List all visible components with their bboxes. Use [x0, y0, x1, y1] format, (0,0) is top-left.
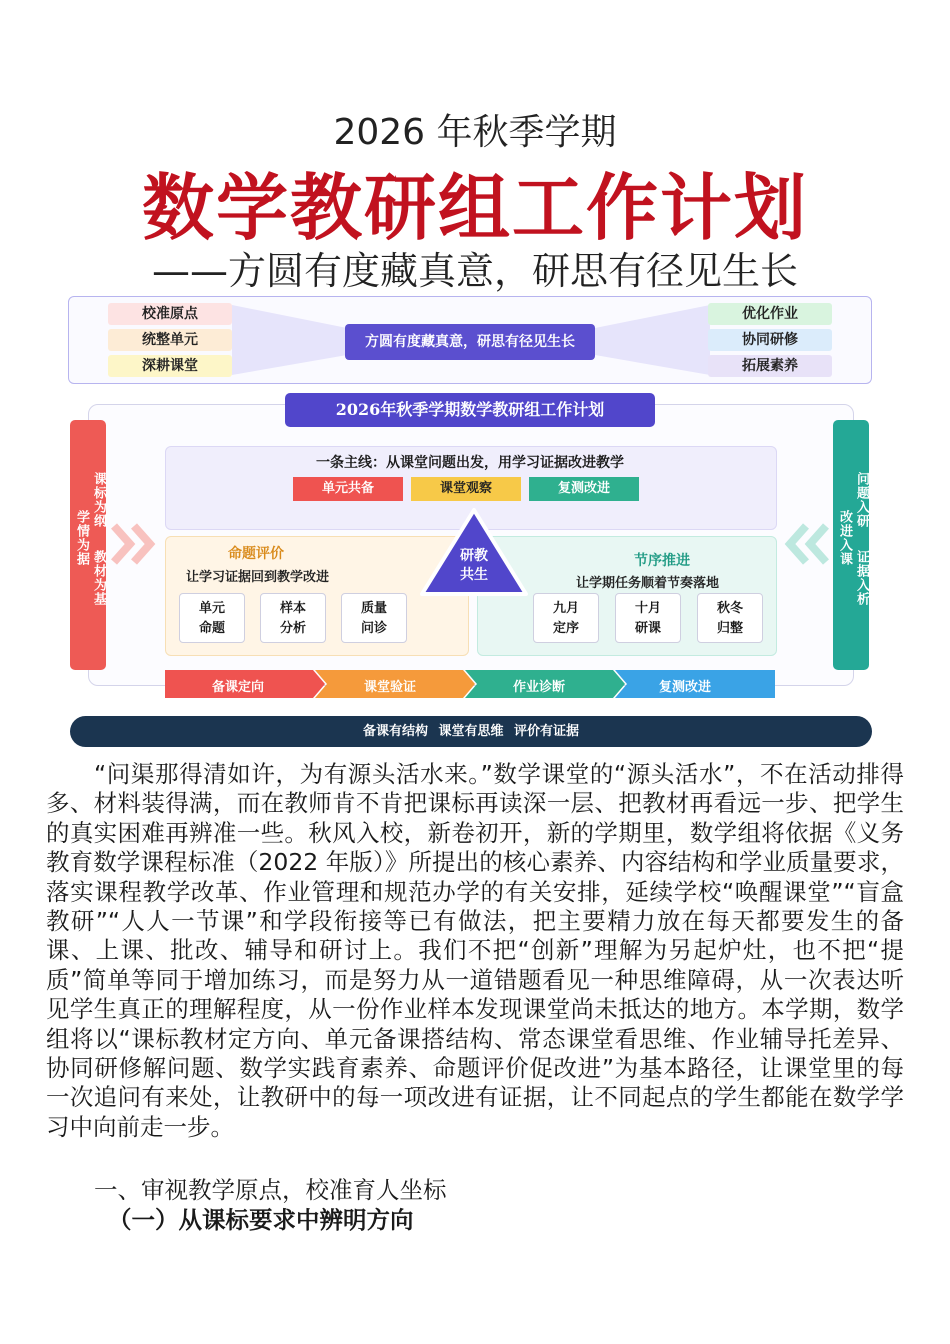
right-panel-card — [615, 593, 681, 643]
main-line-step: 单元共备 — [293, 477, 403, 501]
card-line: 单元 — [198, 601, 225, 616]
process-step-label: 复测改进 — [659, 680, 712, 695]
left-fan-shape — [232, 300, 347, 380]
right-panel-card — [533, 593, 599, 643]
card-line: 研课 — [634, 621, 661, 636]
left-bar-text: 教材为基 — [91, 550, 106, 606]
left-bar-text: 课标为纲 — [91, 472, 106, 528]
top-left-item: 深耕课堂 — [108, 355, 232, 377]
top-right-item: 协同研修 — [708, 329, 832, 351]
card-line: 秋冬 — [716, 601, 743, 616]
bottom-slogan-banner: 备课有结构 课堂有思维 评价有证据 — [70, 716, 872, 747]
process-step-label: 课堂验证 — [364, 680, 417, 695]
card-line: 样本 — [279, 601, 306, 616]
right-fan-shape — [595, 300, 710, 380]
top-left-item: 统整单元 — [108, 329, 232, 351]
right-bar-text: 改进入课 — [837, 510, 852, 566]
body-paragraph: “问渠那得清如许，为有源头活水来。”数学课堂的“源头活水”，不在活动排得多、材料装得满，而在教师肯不肯把课标再读深一层、把教材再看远一步、把学生的真实困难再辨准一些。秋风入校，新卷初开，新的学期里，数学组将依据《义务教育数学课程标准（2022 年版）》所提出的核心素养、内容结构和学业质量要求，落实课程教学改革、作业管理和规范办学的有关安排，延续学校“唤醒课堂”“盲盒教研”“人人一节课”和学段衔接等已有做法，把主要精力放在每天都要发生的备课、上课、批改、辅导和研讨上。我们不把“创新”理解为另起炉灶，也不把“提质”简单等同于增加练习，而是努力从一道错题看见一种思维障碍，从一次表达听见学生真正的理解程度，从一份作业样本发现课堂尚未抵达的地方。本学期，数学组将以“课标教材定方向、单元备课搭结构、常态课堂看思维、作业辅导托差异、协同研修解问题、数学实践育素养、命题评价促改进”为基本路径，让课堂里的每一次追问有来处，让教研中的每一项改进有证据，让不同起点的学生都能在数学学习中向前走一步。 — [46, 760, 904, 1141]
left-panel-card — [179, 593, 245, 643]
right-chevron-arrows-icon — [778, 522, 830, 566]
right-bar-text: 证据入析 — [854, 550, 869, 606]
card-line: 分析 — [279, 621, 306, 636]
page-subtitle: ——方圆有度藏真意，研思有径见生长 — [151, 249, 798, 293]
card-line: 质量 — [360, 601, 387, 616]
left-side-bar — [70, 420, 106, 670]
main-line-step: 课堂观察 — [411, 477, 521, 501]
top-right-item: 优化作业 — [708, 303, 832, 325]
card-line: 九月 — [552, 601, 579, 616]
card-line: 十月 — [634, 601, 661, 616]
process-step-label: 作业诊断 — [513, 680, 566, 695]
page-title: 数学教研组工作计划 — [141, 166, 808, 250]
card-line: 问诊 — [360, 621, 387, 636]
card-line: 归整 — [716, 621, 743, 636]
left-panel-subtitle: 让学习证据回到教学改进 — [186, 570, 330, 585]
right-panel-title: 节序推进 — [634, 553, 690, 569]
left-bar-text: 学情为据 — [74, 510, 89, 566]
process-step-label: 备课定向 — [212, 680, 265, 695]
main-line-text: 一条主线：从课堂问题出发，用学习证据改进教学 — [316, 455, 624, 471]
right-panel-card — [697, 593, 763, 643]
semester-label: 2026 年秋季学期 — [333, 112, 617, 153]
main-line-step: 复测改进 — [529, 477, 639, 501]
left-panel-card — [341, 593, 407, 643]
card-line: 命题 — [198, 621, 225, 636]
right-bar-text: 问题入研 — [854, 472, 869, 528]
subsection-heading: （一）从课标要求中辨明方向 — [108, 1206, 414, 1234]
top-right-item: 拓展素养 — [708, 355, 832, 377]
right-side-bar — [833, 420, 869, 670]
center-triangle-label — [438, 547, 510, 585]
top-center-banner: 方圆有度藏真意，研思有径见生长 — [345, 324, 595, 360]
card-line: 定序 — [552, 621, 579, 636]
plan-title-banner: 2026年秋季学期数学教研组工作计划 — [285, 393, 655, 427]
left-panel-card — [260, 593, 326, 643]
triangle-line: 研教 — [460, 548, 488, 564]
right-panel-subtitle: 让学期任务顺着节奏落地 — [576, 576, 720, 591]
left-panel-title: 命题评价 — [228, 546, 284, 562]
top-left-item: 校准原点 — [108, 303, 232, 325]
left-chevron-arrows-icon — [110, 522, 162, 566]
triangle-line: 共生 — [460, 567, 488, 583]
section-heading: 一、审视教学原点，校准育人坐标 — [94, 1176, 447, 1204]
